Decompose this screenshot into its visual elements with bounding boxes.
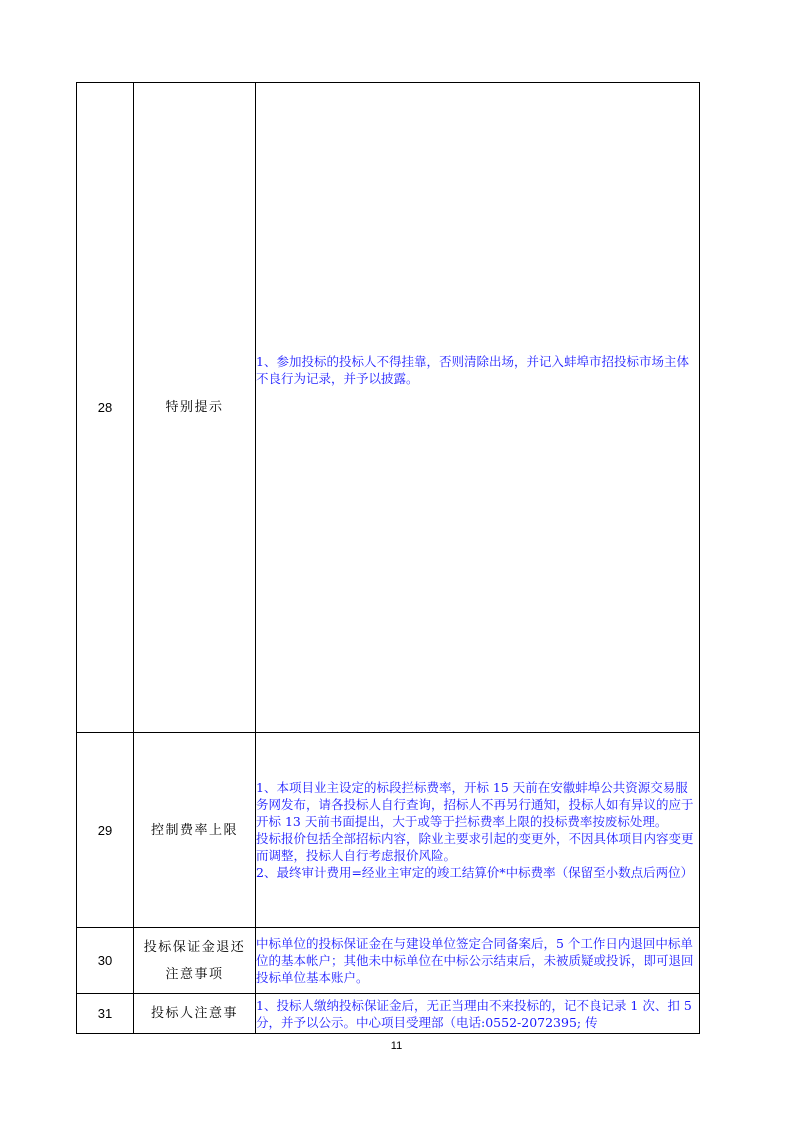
row-item-label: 控制费率上限: [134, 733, 256, 928]
content-paragraph: 2、最终审计费用=经业主审定的竣工结算价*中标费率（保留至小数点后两位）: [256, 865, 694, 880]
table-row: [77, 83, 700, 733]
row-number: 29: [77, 733, 134, 928]
content-paragraph: 1、参加投标的投标人不得挂靠，否则清除出场，并记入蚌埠市招投标市场主体不良行为记录，并予以披露。: [256, 354, 689, 386]
table-row: [77, 733, 700, 928]
row-number: 30: [77, 928, 134, 994]
row-content: [256, 994, 700, 1034]
content-clip: [256, 997, 699, 1031]
page-number: 11: [390, 1040, 403, 1052]
table-row: [77, 928, 700, 994]
content-paragraph: 中标单位的投标保证金在与建设单位签定合同备案后，5 个工作日内退回中标单位的基本帐户；其他未中标单位在中标公示结束后，未被质疑或投诉，即可退回投标单位基本账户。: [256, 936, 694, 985]
row-content: [256, 83, 700, 733]
row-item-label: 特别提示: [134, 83, 256, 733]
bid-info-table: [76, 82, 700, 1034]
row-content: [256, 928, 700, 994]
row-item-label: 投标保证金退还注意事项: [134, 928, 256, 994]
row-number: 28: [77, 83, 134, 733]
content-paragraph: 1、投标人缴纳投标保证金后，无正当理由不来投标的，记不良记录 1 次、扣 5 分，并予以公示。中心项目受理部（电话:0552-2072395; 传: [256, 998, 692, 1030]
content-paragraph: 投标报价包括全部招标内容，除业主要求引起的变更外，不因具体项目内容变更而调整，投标人自行考虑报价风险。: [256, 831, 694, 863]
row-item-label: 投标人注意事: [134, 994, 256, 1034]
row-content: [256, 733, 700, 928]
content-paragraph: 1、本项目业主设定的标段拦标费率，开标 15 天前在安徽蚌埠公共资源交易服务网发布，请各投标人自行查询，招标人不再另行通知，投标人如有异议的应于开标 13 天前书面提出，大于或等于拦标费率上限的投标费率按废标处理。: [256, 780, 694, 829]
table-row: [77, 994, 700, 1034]
row-number: 31: [77, 994, 134, 1034]
